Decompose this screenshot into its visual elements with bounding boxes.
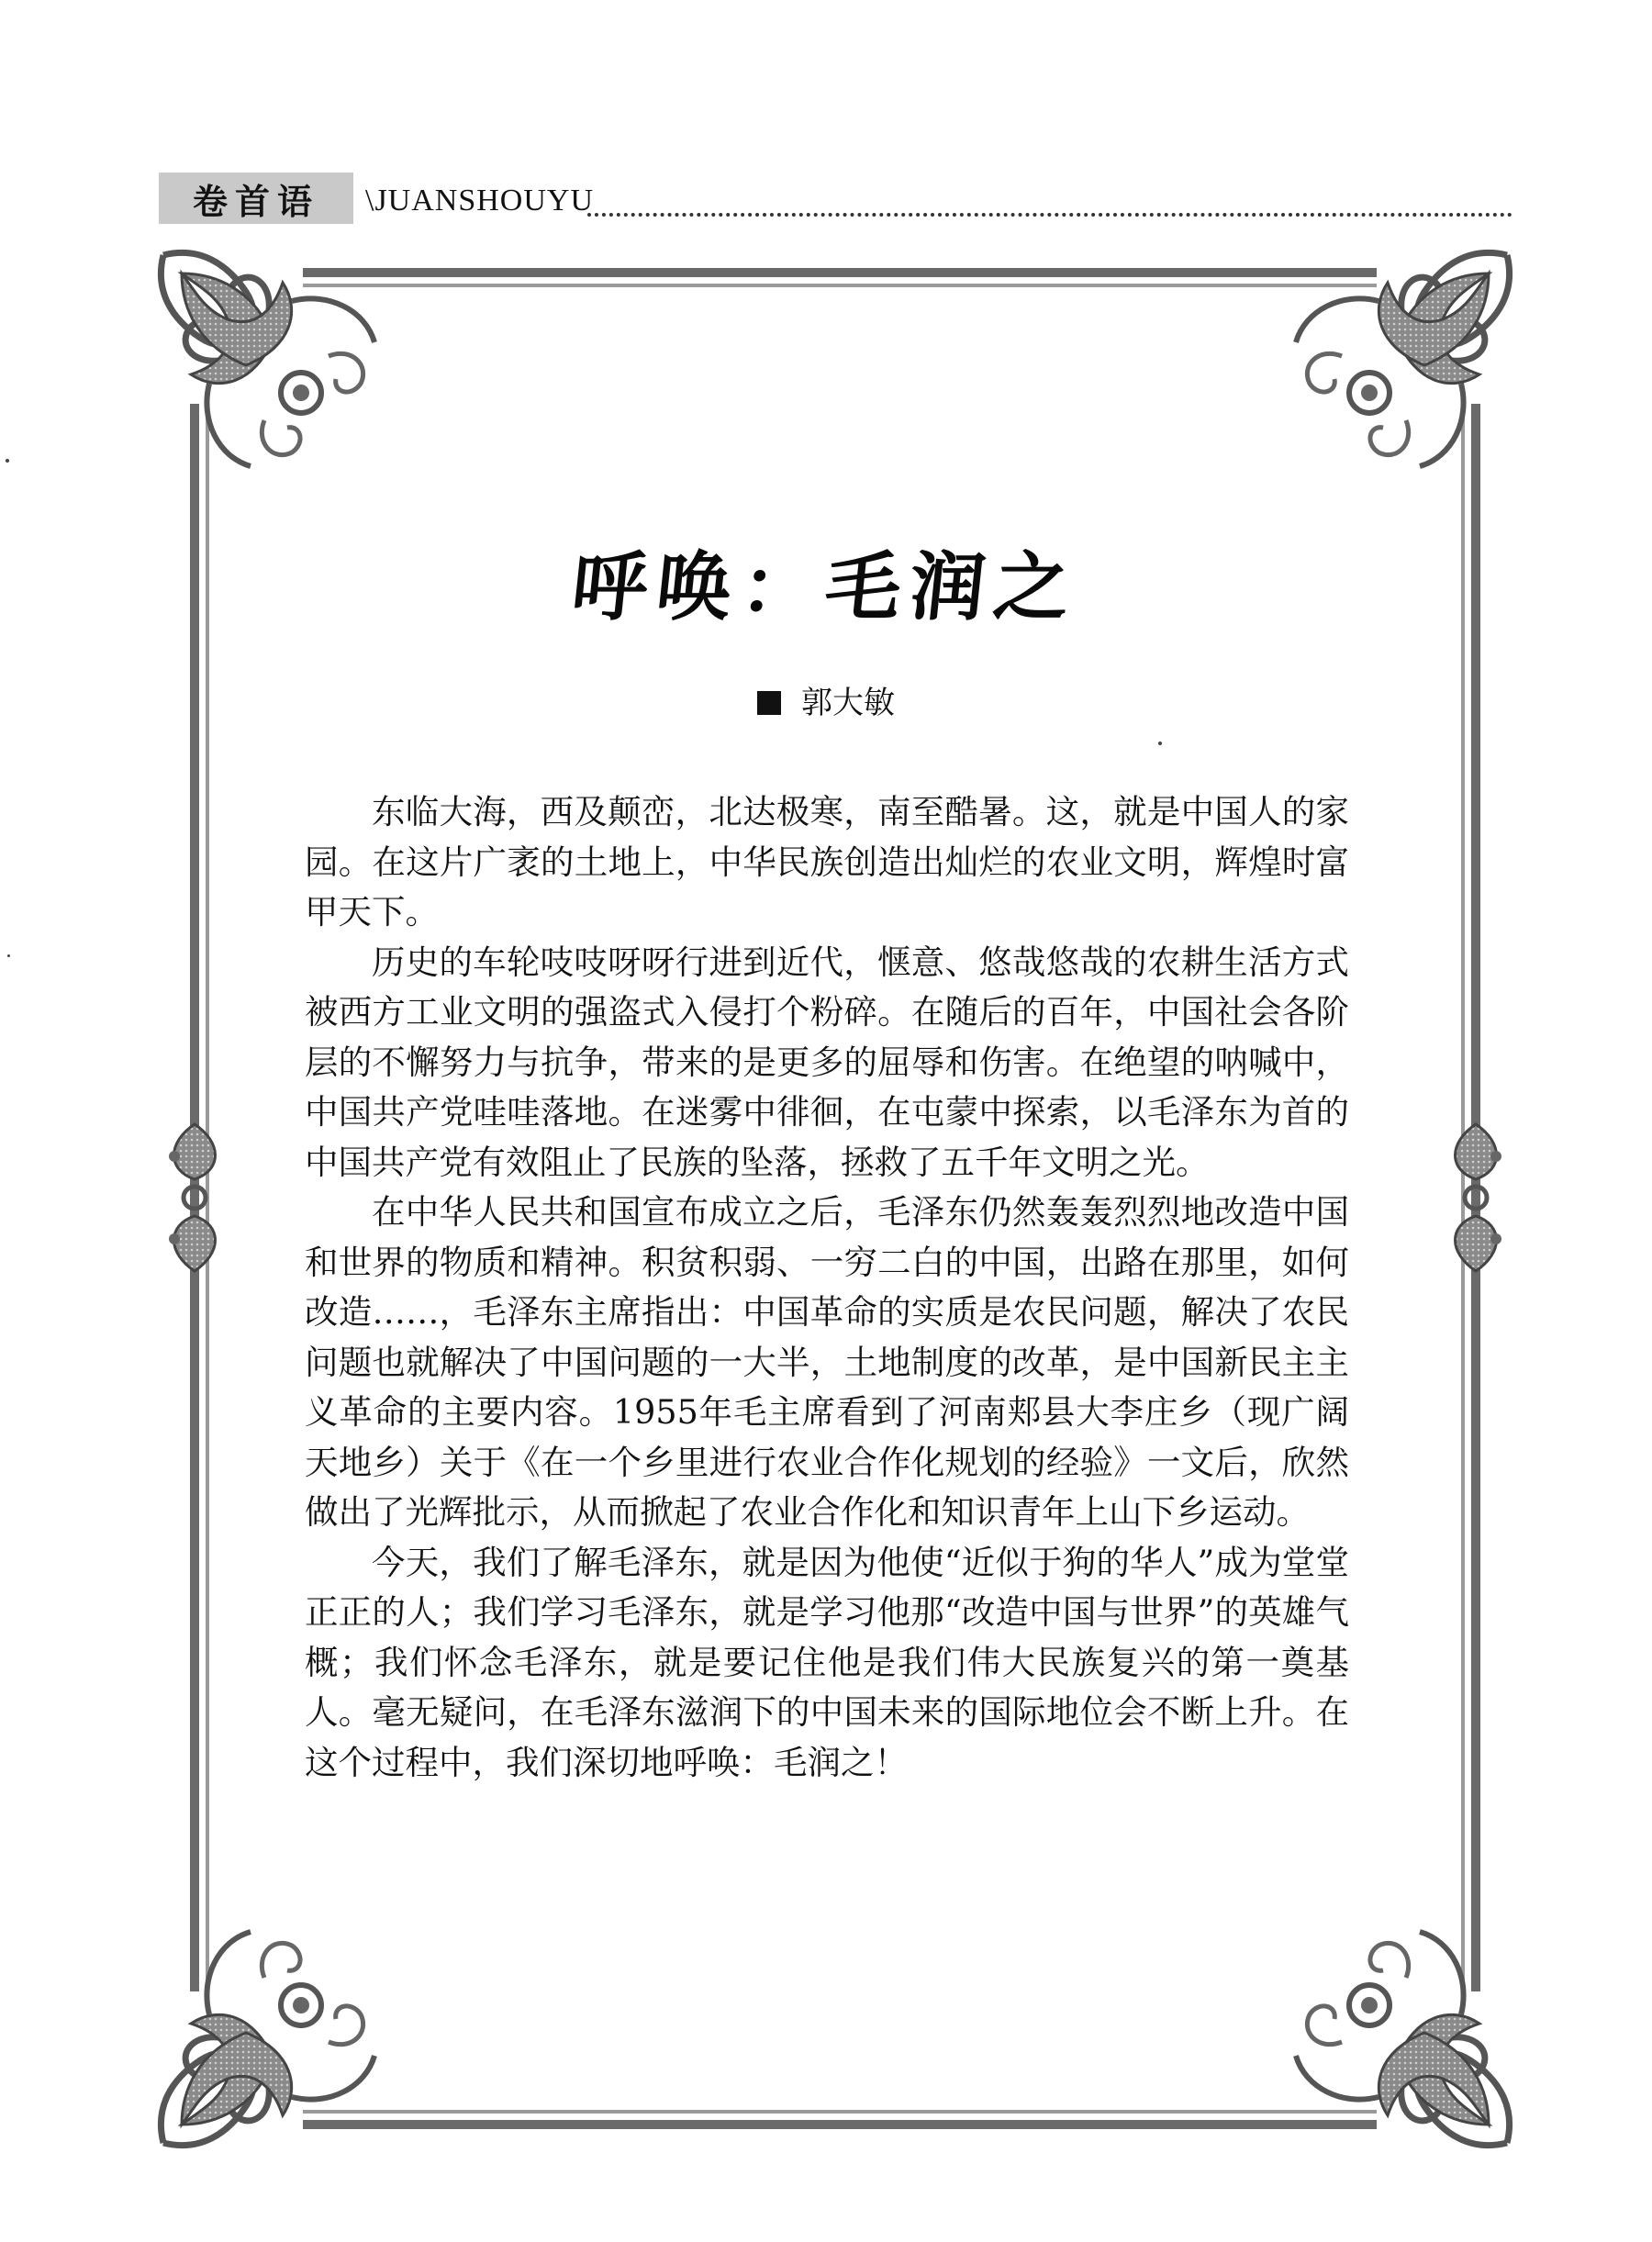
paragraph: 历史的车轮吱吱呀呀行进到近代，惬意、悠哉悠哉的农耕生活方式被西方工业文明的强盗式入侵打个粉碎。在随后的百年，中国社会各阶层的不懈努力与抗争，带来的是更多的屈辱和伤害。在绝望的呐喊中，中国共产党哇哇落地。在迷雾中徘徊，在屯蒙中探索，以毛泽东为首的中国共产党有效阻止了民族的坠落，拯救了五千年文明之光。 (305, 942, 1349, 1182)
scan-speck (6, 459, 9, 463)
paragraph: 今天，我们了解毛泽东，就是因为他使“近似于狗的华人”成为堂堂正正的人；我们学习毛泽东，就是学习他那“改造中国与世界”的英雄气概；我们怀念毛泽东，就是要记住他是我们伟大民族复兴的第一奠基人。毫无疑问，在毛泽东滋润下的中国未来的国际地位会不断上升。在这个过程中，我们深切地呼唤：毛润之！ (305, 1542, 1349, 1782)
byline-square-icon (757, 691, 781, 715)
article-title: 呼唤：毛润之 (567, 544, 1084, 631)
section-label: 卷首语 (159, 173, 353, 224)
scan-speck (1158, 742, 1162, 745)
author-name: 郭大敏 (801, 685, 895, 721)
paragraph: 在中华人民共和国宣布成立之后，毛泽东仍然轰轰烈烈地改造中国和世界的物质和精神。积贫积弱、一穷二白的中国，出路在那里，如何改造……，毛泽东主席指出：中国革命的实质是农民问题，解决了农民问题也就解决了中国问题的一大半，土地制度的改革，是中国新民主主义革命的主要内容。1955年毛主席看到了河南郏县大李庄乡（现广阔天地乡）关于《在一个乡里进行农业合作化规划的经验》一文后，欣然做出了光辉批示，从而掀起了农业合作化和知识青年上山下乡运动。 (305, 1192, 1349, 1532)
scan-speck (7, 954, 10, 957)
article-body (305, 787, 1349, 1788)
section-label-latin: \JUANSHOUYU (365, 184, 595, 218)
article-byline (0, 677, 1652, 722)
paragraph: 东临大海，西及颠峦，北达极寒，南至酷暑。这，就是中国人的家园。在这片广袤的土地上，中华民族创造出灿烂的农业文明，辉煌时富甲天下。 (305, 792, 1349, 931)
